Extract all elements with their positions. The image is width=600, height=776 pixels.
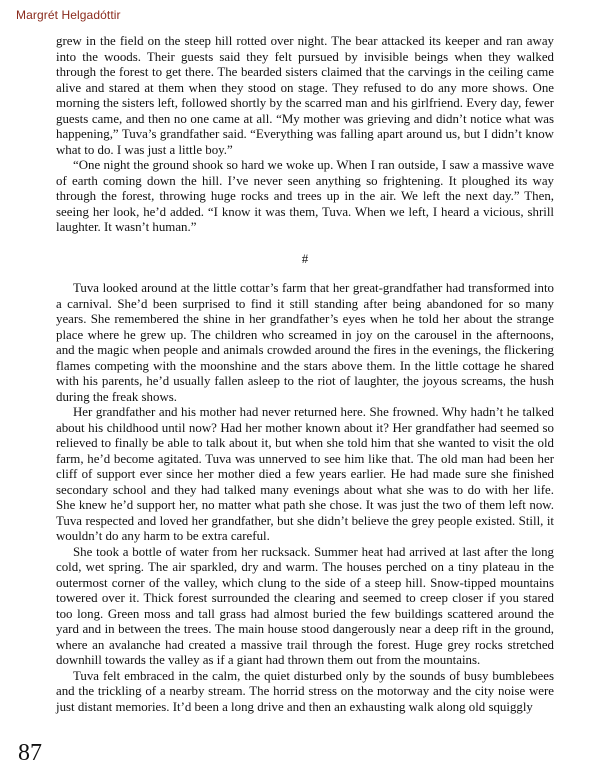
paragraph: Tuva looked around at the little cottar’s farm that her great-grandfather had transformed into a carnival. She’d been surprised to find it still standing after being abandoned for so many years. She remembered the shine in her grandfather’s eyes when he told her about the strange place where he grew up. The children who screamed in joy on the carousel in the afternoons, and the magic when people and animals crowded around the fires in the evenings, the flickering flames competing with the moonshine and the stars above them. In the little cottage he shared with his parents, he’d usually fallen asleep to the riot of laughter, the joyous screams, the hush during the freak shows. bbox=[56, 281, 554, 404]
page-number: 87 bbox=[18, 740, 42, 766]
paragraph: grew in the field on the steep hill rotted over night. The bear attacked its keeper and ran away into the woods. Their guests said they felt pursued by invisible beings when they walked through the forest to get there. The bearded sisters claimed that the carvings in the ceiling came alive and stared at them when they stood on stage. They refused to do any more shows. One morning the sisters left, followed shortly by the scarred man and his girlfriend. Every day, fewer guests came, and then no one came at all. “My mother was grieving and didn’t notice what was happening,” Tuva’s grandfather said. “Everything was falling apart around us, but I didn’t know what to do. I was just a little boy.” bbox=[56, 34, 554, 157]
scene-break: # bbox=[301, 250, 309, 266]
paragraph: She took a bottle of water from her rucksack. Summer heat had arrived at last after the long cold, wet spring. The air sparkled, dry and warm. The houses perched on a tiny plateau in the outermost corner of the valley, which clung to the side of a steep hill. Snow-tipped mountains towered over it. Thick forest surrounded the clearing and seemed to creep closer if you stared too long. Green moss and tall grass had almost buried the few buildings scattered around the yard and in between the trees. The main house stood dangerously near a deep rift in the ground, where an avalanche had created a massive trail through the forest. Huge grey rocks stretched downhill towards the valley as if a giant had thrown them out from the mountains. bbox=[56, 544, 554, 667]
body-text bbox=[56, 34, 554, 715]
running-header-author: Margrét Helgadóttir bbox=[16, 8, 121, 22]
paragraph: Her grandfather and his mother had never returned here. She frowned. Why hadn’t he talked about his childhood until now? Had her mother known about it? Her grandfather had seemed so relieved to finally be able to talk about it, but when she told him that she wanted to visit the old farm, he’d become agitated. Tuva was unnerved to see him like that. The old man had been her cliff of support ever since her mother died a few years earlier. He had made sure she finished secondary school and they had talked many evenings about what she was to do with her life. She knew he’d support her, no matter what path she chose. It was just the two of them left now. Tuva respected and loved her grandfather, but she didn’t believe the grey people existed. Still, it wouldn’t do any harm to be extra careful. bbox=[56, 405, 554, 543]
paragraph: “One night the ground shook so hard we woke up. When I ran outside, I saw a massive wave of earth coming down the hill. I’ve never seen anything so frightening. It ploughed its way through the forest, throwing huge rocks and trees up in the air. We left the next day.” Then, seeing her look, he’d added. “I know it was them, Tuva. When we left, I heard a vicious, shrill laughter. It wasn’t human.” bbox=[56, 158, 554, 234]
paragraph: Tuva felt embraced in the calm, the quiet disturbed only by the sounds of busy bumblebees and the trickling of a nearby stream. The horrid stress on the motorway and the city noise were just distant memories. It’d been a long drive and then an exhausting walk along old squiggly bbox=[56, 668, 554, 714]
